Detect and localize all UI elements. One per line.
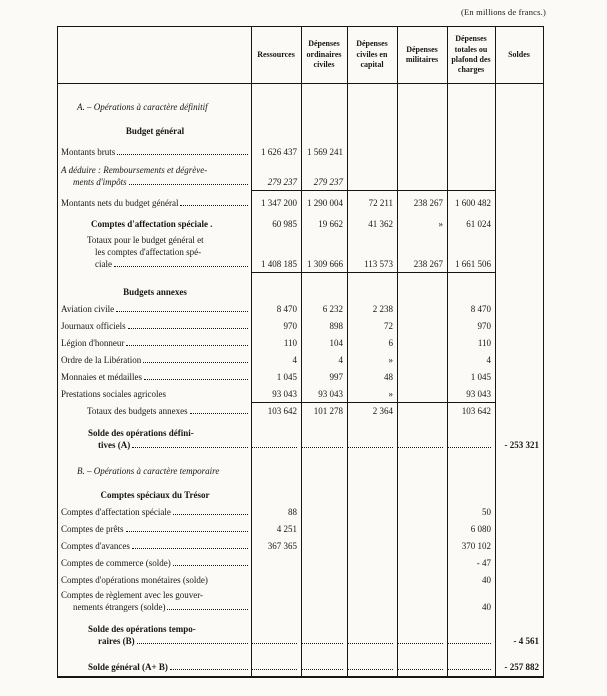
value-cell	[301, 480, 347, 504]
value-cell	[397, 454, 447, 480]
header-cell-depenses-militaires: Dépenses militaires	[405, 44, 439, 64]
dotted-leader	[170, 669, 248, 670]
value-cell: 2 364	[372, 406, 393, 416]
value-cell	[397, 572, 447, 589]
dotted-leader	[251, 669, 297, 670]
soldes-cell	[495, 116, 543, 140]
value-cell	[347, 161, 397, 191]
value-cell: 1 045	[276, 372, 297, 382]
soldes-cell	[495, 538, 543, 555]
value-cell: 279 237	[267, 177, 297, 187]
value-cell	[447, 480, 495, 504]
row-label: Comptes d'affectation spéciale .	[91, 219, 213, 229]
soldes-cell	[495, 521, 543, 538]
value-cell	[397, 352, 447, 369]
value-cell: 1 347 200	[261, 198, 297, 208]
value-cell: 93 043	[272, 389, 297, 399]
value-cell: 238 267	[413, 198, 443, 208]
dotted-leader	[167, 609, 248, 610]
value-cell	[347, 420, 397, 454]
row-label: B. – Opérations à caractère temporaire	[77, 466, 220, 476]
value-cell	[301, 521, 347, 538]
dotted-leader	[114, 266, 248, 267]
header-cell-depenses-totales: Dépenses totales ou plafond des charges	[451, 34, 491, 75]
value-cell	[347, 504, 397, 521]
dotted-leader	[251, 447, 297, 448]
value-cell: 101 278	[313, 406, 343, 416]
soldes-cell	[495, 352, 543, 369]
value-cell: »	[388, 389, 393, 399]
value-cell	[347, 140, 397, 161]
value-cell: 4 251	[276, 524, 297, 534]
dotted-leader	[132, 548, 248, 549]
dotted-leader	[447, 669, 491, 670]
table-row	[58, 233, 543, 273]
value-cell: 103 642	[461, 406, 491, 416]
row-label: Prestations sociales agricoles	[61, 389, 166, 399]
row-label: Totaux pour le budget général et les comptes d'affectation spé- ciale	[58, 233, 251, 273]
table-row	[58, 191, 543, 212]
value-cell: 41 362	[368, 219, 393, 229]
dotted-leader	[173, 565, 248, 566]
soldes-cell	[495, 369, 543, 386]
value-cell	[347, 116, 397, 140]
value-cell	[397, 650, 447, 676]
row-label: Budget général	[125, 126, 185, 136]
dotted-leader	[116, 311, 248, 312]
value-cell	[347, 589, 397, 616]
table-row	[58, 90, 543, 116]
value-cell	[251, 420, 301, 454]
dotted-leader	[129, 184, 248, 185]
value-cell	[397, 480, 447, 504]
dotted-leader	[347, 643, 393, 644]
value-cell: 72 211	[368, 198, 393, 208]
value-cell: 1 569 241	[307, 147, 343, 157]
dotted-leader	[301, 669, 343, 670]
value-cell	[301, 616, 347, 650]
value-cell	[447, 90, 495, 116]
table-row	[58, 403, 543, 420]
table-row	[58, 335, 543, 352]
row-label: Comptes de prêts	[58, 521, 251, 538]
dotted-leader	[137, 643, 248, 644]
value-cell: 238 267	[413, 259, 443, 269]
value-cell	[347, 273, 397, 301]
value-cell	[301, 420, 347, 454]
row-label: A. – Opérations à caractère définitif	[77, 102, 208, 112]
value-cell: 50	[482, 507, 491, 517]
value-cell	[397, 273, 447, 301]
value-cell	[347, 90, 397, 116]
dotted-leader	[180, 205, 248, 206]
value-cell	[347, 538, 397, 555]
value-cell: 61 024	[466, 219, 491, 229]
dotted-leader	[347, 669, 393, 670]
value-cell	[347, 521, 397, 538]
value-cell: 88	[288, 507, 297, 517]
value-cell	[301, 650, 347, 676]
row-label: Comptes d'opérations monétaires (solde)	[61, 575, 208, 585]
table-row	[58, 212, 543, 233]
table-row	[58, 352, 543, 369]
value-cell	[397, 420, 447, 454]
row-label: Solde général (A+ B)	[58, 650, 251, 676]
soldes-cell	[495, 233, 543, 273]
soldes-cell	[495, 572, 543, 589]
value-cell	[397, 140, 447, 161]
soldes-cell	[495, 386, 543, 403]
value-cell: 997	[329, 372, 343, 382]
unit-note: (En millions de francs.)	[460, 7, 546, 17]
row-label: Comptes d'avances	[58, 538, 251, 555]
value-cell	[347, 555, 397, 572]
soldes-cell: - 253 321	[504, 440, 539, 450]
value-cell: 40	[482, 575, 491, 585]
soldes-cell	[495, 555, 543, 572]
value-cell: 1 626 437	[261, 147, 297, 157]
value-cell	[251, 116, 301, 140]
soldes-cell	[495, 301, 543, 318]
dotted-leader	[347, 447, 393, 448]
soldes-cell	[495, 90, 543, 116]
value-cell: 93 043	[466, 389, 491, 399]
table-row	[58, 538, 543, 555]
value-cell: 6 232	[322, 304, 343, 314]
value-cell	[397, 318, 447, 335]
row-label: Journaux officiels	[58, 318, 251, 335]
value-cell	[251, 273, 301, 301]
value-cell	[251, 650, 301, 676]
table-row	[58, 454, 543, 480]
table-row	[58, 589, 543, 616]
value-cell: - 47	[476, 558, 491, 568]
soldes-cell	[495, 480, 543, 504]
value-cell: 2 238	[372, 304, 393, 314]
value-cell	[397, 555, 447, 572]
value-cell	[397, 335, 447, 352]
row-label: Comptes d'affectation spéciale	[58, 504, 251, 521]
soldes-cell	[495, 318, 543, 335]
value-cell: »	[388, 355, 393, 365]
dotted-leader	[143, 362, 248, 363]
value-cell	[251, 90, 301, 116]
value-cell: 48	[384, 372, 393, 382]
value-cell	[397, 616, 447, 650]
soldes-cell	[495, 504, 543, 521]
header-cell-ressources: Ressources	[257, 49, 295, 59]
value-cell: 103 642	[267, 406, 297, 416]
value-cell	[397, 369, 447, 386]
value-cell	[397, 386, 447, 403]
value-cell	[447, 420, 495, 454]
table-row	[58, 521, 543, 538]
soldes-cell	[495, 454, 543, 480]
dotted-leader	[251, 643, 297, 644]
value-cell: 970	[477, 321, 491, 331]
value-cell: 1 290 004	[307, 198, 343, 208]
dotted-leader	[447, 643, 491, 644]
value-cell	[347, 480, 397, 504]
table-row	[58, 650, 543, 676]
row-label: Montants bruts	[58, 140, 251, 161]
value-cell	[397, 538, 447, 555]
value-cell	[447, 454, 495, 480]
dotted-leader	[128, 328, 248, 329]
value-cell	[397, 403, 447, 420]
table-row	[58, 318, 543, 335]
table-row	[58, 480, 543, 504]
value-cell: 8 470	[276, 304, 297, 314]
value-cell	[397, 589, 447, 616]
value-cell	[251, 480, 301, 504]
value-cell	[301, 504, 347, 521]
value-cell	[251, 589, 301, 616]
dotted-leader	[397, 669, 443, 670]
value-cell	[397, 116, 447, 140]
value-cell: 6	[388, 338, 393, 348]
value-cell: 60 985	[272, 219, 297, 229]
dotted-leader	[173, 514, 248, 515]
table-row	[58, 369, 543, 386]
row-label: Légion d'honneur	[58, 335, 251, 352]
value-cell	[347, 454, 397, 480]
value-cell	[301, 555, 347, 572]
header-cell-label	[58, 27, 251, 83]
row-label: Monnaies et médailles	[58, 369, 251, 386]
table-row	[58, 140, 543, 161]
soldes-cell	[495, 161, 543, 191]
header-cell-depenses-ordinaires: Dépenses ordinaires civiles	[306, 39, 342, 70]
row-label: Totaux des budgets annexes	[58, 403, 251, 420]
value-cell	[397, 504, 447, 521]
value-cell	[251, 572, 301, 589]
value-cell: 104	[329, 338, 343, 348]
value-cell: 113 573	[364, 259, 393, 269]
value-cell: 1 600 482	[455, 198, 491, 208]
value-cell	[301, 454, 347, 480]
row-label: Budgets annexes	[123, 287, 187, 297]
row-label: Comptes de commerce (solde)	[58, 555, 251, 572]
dotted-leader	[132, 447, 248, 448]
value-cell: 1 661 506	[455, 259, 491, 269]
dotted-leader	[301, 447, 343, 448]
table-row	[58, 386, 543, 403]
value-cell	[347, 650, 397, 676]
value-cell: »	[438, 219, 443, 229]
header-cell-soldes: Soldes	[508, 49, 530, 59]
value-cell	[447, 116, 495, 140]
value-cell: 970	[283, 321, 297, 331]
row-label: Solde des opérations tempo- raires (B)	[58, 616, 251, 650]
value-cell	[447, 273, 495, 301]
table-row	[58, 555, 543, 572]
soldes-cell	[495, 273, 543, 301]
budget-table	[57, 26, 544, 678]
value-cell	[301, 273, 347, 301]
value-cell	[251, 454, 301, 480]
value-cell: 4	[338, 355, 343, 365]
table-row	[58, 161, 543, 191]
dotted-leader	[397, 643, 443, 644]
value-cell	[447, 161, 495, 191]
value-cell: 367 365	[267, 541, 297, 551]
dotted-leader	[117, 154, 248, 155]
value-cell: 1 045	[470, 372, 491, 382]
row-label: Ordre de la Libération	[58, 352, 251, 369]
row-label: Montants nets du budget général	[58, 191, 251, 212]
value-cell: 279 237	[313, 177, 343, 187]
soldes-cell: - 257 882	[504, 662, 539, 672]
row-label: A déduire : Remboursements et dégrève- ments d'impôts	[58, 161, 251, 191]
value-cell: 110	[477, 338, 491, 348]
table-row	[58, 616, 543, 650]
table-row	[58, 273, 543, 301]
value-cell: 6 080	[470, 524, 491, 534]
table-row	[58, 301, 543, 318]
dotted-leader	[397, 447, 443, 448]
value-cell	[251, 616, 301, 650]
table-row	[58, 116, 543, 140]
value-cell: 40	[482, 602, 491, 612]
dotted-leader	[126, 531, 249, 532]
value-cell	[397, 301, 447, 318]
value-cell	[347, 572, 397, 589]
value-cell: 4	[292, 355, 297, 365]
value-cell	[301, 572, 347, 589]
dotted-leader	[144, 379, 248, 380]
value-cell	[347, 616, 397, 650]
soldes-cell	[495, 403, 543, 420]
table-row	[58, 572, 543, 589]
table-body	[58, 84, 543, 676]
soldes-cell	[495, 191, 543, 212]
value-cell: 19 662	[318, 219, 343, 229]
value-cell	[301, 116, 347, 140]
value-cell: 370 102	[461, 541, 491, 551]
value-cell	[397, 90, 447, 116]
soldes-cell: - 4 561	[513, 636, 539, 646]
dotted-leader	[126, 345, 248, 346]
value-cell	[301, 589, 347, 616]
dotted-leader	[447, 447, 491, 448]
value-cell: 898	[329, 321, 343, 331]
value-cell: 8 470	[470, 304, 491, 314]
row-label: Aviation civile	[58, 301, 251, 318]
value-cell	[447, 140, 495, 161]
value-cell	[447, 650, 495, 676]
value-cell	[301, 538, 347, 555]
value-cell: 1 309 666	[307, 259, 343, 269]
table-row	[58, 420, 543, 454]
value-cell	[397, 521, 447, 538]
soldes-cell	[495, 140, 543, 161]
row-label: Solde des opérations défini- tives (A)	[58, 420, 251, 454]
value-cell	[447, 616, 495, 650]
soldes-cell	[495, 335, 543, 352]
value-cell: 72	[384, 321, 393, 331]
value-cell	[301, 90, 347, 116]
dotted-leader	[190, 413, 248, 414]
soldes-cell	[495, 589, 543, 616]
value-cell: 93 043	[318, 389, 343, 399]
soldes-cell	[495, 212, 543, 233]
value-cell	[251, 555, 301, 572]
row-label: Comptes spéciaux du Trésor	[100, 490, 210, 500]
value-cell: 110	[283, 338, 297, 348]
header-cell-depenses-capital: Dépenses civiles en capital	[356, 39, 388, 70]
row-label: Comptes de règlement avec les gouver- nements étrangers (solde)	[58, 589, 251, 616]
value-cell	[397, 161, 447, 191]
dotted-leader	[301, 643, 343, 644]
table-row	[58, 504, 543, 521]
value-cell: 1 408 185	[261, 259, 297, 269]
value-cell: 4	[486, 355, 491, 365]
